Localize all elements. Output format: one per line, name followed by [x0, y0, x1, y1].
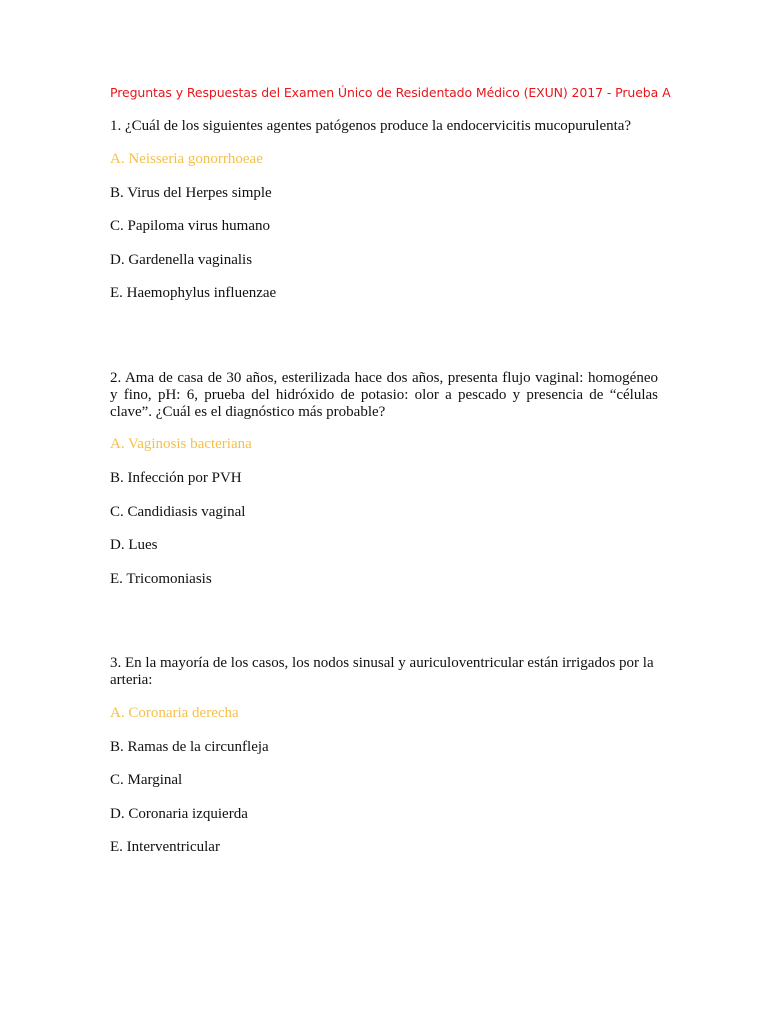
question-1-text: 1. ¿Cuál de los siguientes agentes patógenos produce la endocervicitis mucopurulenta?: [110, 118, 632, 134]
question-3-option-c: C. Marginal: [110, 772, 183, 788]
question-3-option-b: B. Ramas de la circunfleja: [110, 739, 269, 755]
question-1-option-c: C. Papiloma virus humano: [110, 218, 270, 234]
question-2-option-b: B. Infección por PVH: [110, 470, 242, 486]
question-3-option-e: E. Interventricular: [110, 839, 220, 855]
question-2-option-a: A. Vaginosis bacteriana: [110, 436, 252, 452]
question-3-option-d: D. Coronaria izquierda: [110, 806, 248, 822]
question-1-option-d: D. Gardenella vaginalis: [110, 252, 253, 268]
question-2-option-e: E. Tricomoniasis: [110, 571, 212, 587]
question-3-text: 3. En la mayoría de los casos, los nodos sinusal y auriculoventricular están irrigados por la arteria:: [110, 655, 654, 688]
question-3-option-a: A. Coronaria derecha: [110, 705, 239, 721]
document-title: Preguntas y Respuestas del Examen Único de Residentado Médico (EXUN) 2017 - Prueba A: [110, 85, 671, 100]
question-2-option-d: D. Lues: [110, 537, 158, 553]
question-1-option-a: A. Neisseria gonorrhoeae: [110, 151, 263, 167]
question-2-option-c: C. Candidiasis vaginal: [110, 504, 246, 520]
question-1-option-e: E. Haemophylus influenzae: [110, 285, 277, 301]
question-2-text: 2. Ama de casa de 30 años, esterilizada hace dos años, presenta flujo vaginal: homogéneo y fino, pH: 6, prueba del hidróxido de potasio: olor a pescado y presencia de “células clave”. ¿Cuál es el diagnóstico más probable?: [110, 370, 658, 420]
question-1-option-b: B. Virus del Herpes simple: [110, 185, 272, 201]
